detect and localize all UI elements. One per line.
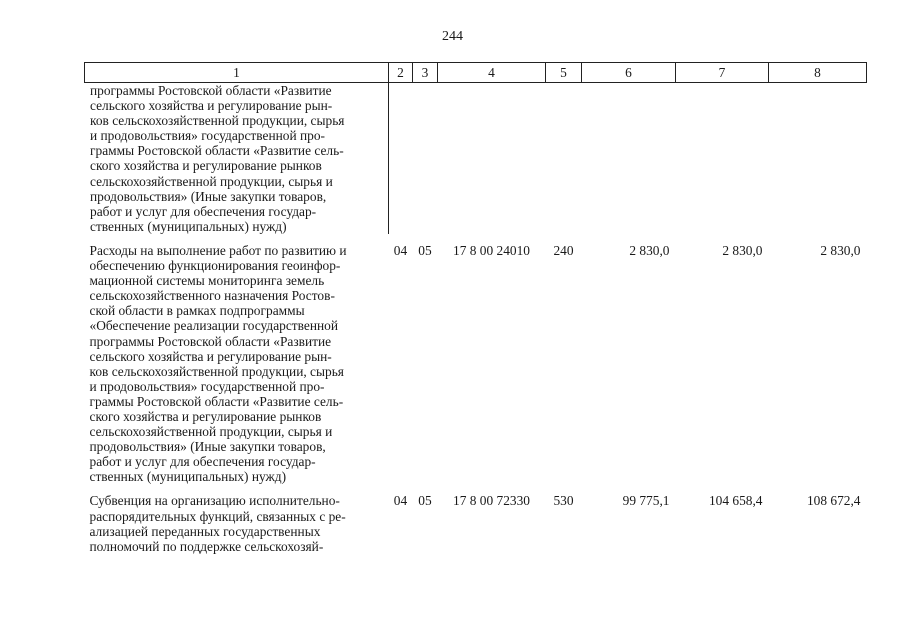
table-row (85, 83, 867, 234)
row-pr: 05 (418, 242, 432, 258)
row-year2: 2 830,0 (722, 242, 763, 258)
header-col-7: 7 (676, 63, 769, 83)
row-description: Расходы на выполнение работ по развитию и обеспечению функционирования геоинфор- мационной системы мониторинга земель сельскохозяйственного назначения Ростов- ской области в рамках подпрограммы «Обеспечение реализации государственной программы Ростовской области «Развитие сельского хозяйства и регулирование рын- ков сельскохозяйственной продукции, сырья и продовольствия» государственной про- граммы Ростовской области «Развитие сель- ского хозяйства и регулирование рынков сельскохозяйственной продукции, сырья и продовольствия» (Иные закупки товаров, работ и услуг для обеспечения государ- ственных (муниципальных) нужд) (89, 242, 347, 485)
row-description: программы Ростовской области «Развитие сельского хозяйства и регулирование рын- ков сельскохозяйственной продукции, сырья и продовольствия» государственной про- граммы Ростовской области «Развитие сель- ского хозяйства и регулирование рынков сельскохозяйственной продукции, сырья и продовольствия» (Иные закупки товаров, работ и услуг для обеспечения государ- ственных (муниципальных) нужд) (85, 83, 389, 234)
row-year3 (769, 83, 867, 234)
header-col-8: 8 (769, 63, 867, 83)
row-vr (546, 83, 582, 234)
row-vr: 240 (553, 242, 574, 258)
table-header (85, 63, 867, 83)
row-vr: 530 (553, 493, 574, 509)
row-year3: 2 830,0 (820, 242, 861, 258)
header-col-5: 5 (546, 63, 582, 83)
budget-table (84, 62, 867, 554)
header-row (85, 63, 867, 83)
row-rz (389, 83, 413, 234)
row-year3: 108 672,4 (806, 493, 861, 509)
row-pr (413, 83, 438, 234)
table-row (85, 484, 867, 553)
row-rz: 04 (393, 242, 408, 258)
header-col-3: 3 (413, 63, 438, 83)
row-pr: 05 (418, 493, 432, 509)
header-col-1: 1 (85, 63, 389, 83)
row-csr: 17 8 00 72330 (453, 493, 530, 509)
row-csr (438, 83, 546, 234)
row-year2: 104 658,4 (708, 493, 763, 509)
row-year1: 2 830,0 (629, 242, 670, 258)
table-row (85, 234, 867, 485)
row-description: Субвенция на организацию исполнительно- распорядительных функций, связанных с ре- ализацией переданных государственных полномочий по поддержке сельскохозяй- (89, 493, 346, 554)
page-number: 244 (442, 29, 463, 44)
header-col-2: 2 (389, 63, 413, 83)
row-year2 (676, 83, 769, 234)
header-col-6: 6 (582, 63, 676, 83)
row-rz: 04 (393, 493, 408, 509)
row-year1 (582, 83, 676, 234)
row-year1: 99 775,1 (622, 493, 670, 509)
table-body (85, 83, 867, 554)
row-csr: 17 8 00 24010 (453, 242, 530, 258)
header-col-4: 4 (438, 63, 546, 83)
